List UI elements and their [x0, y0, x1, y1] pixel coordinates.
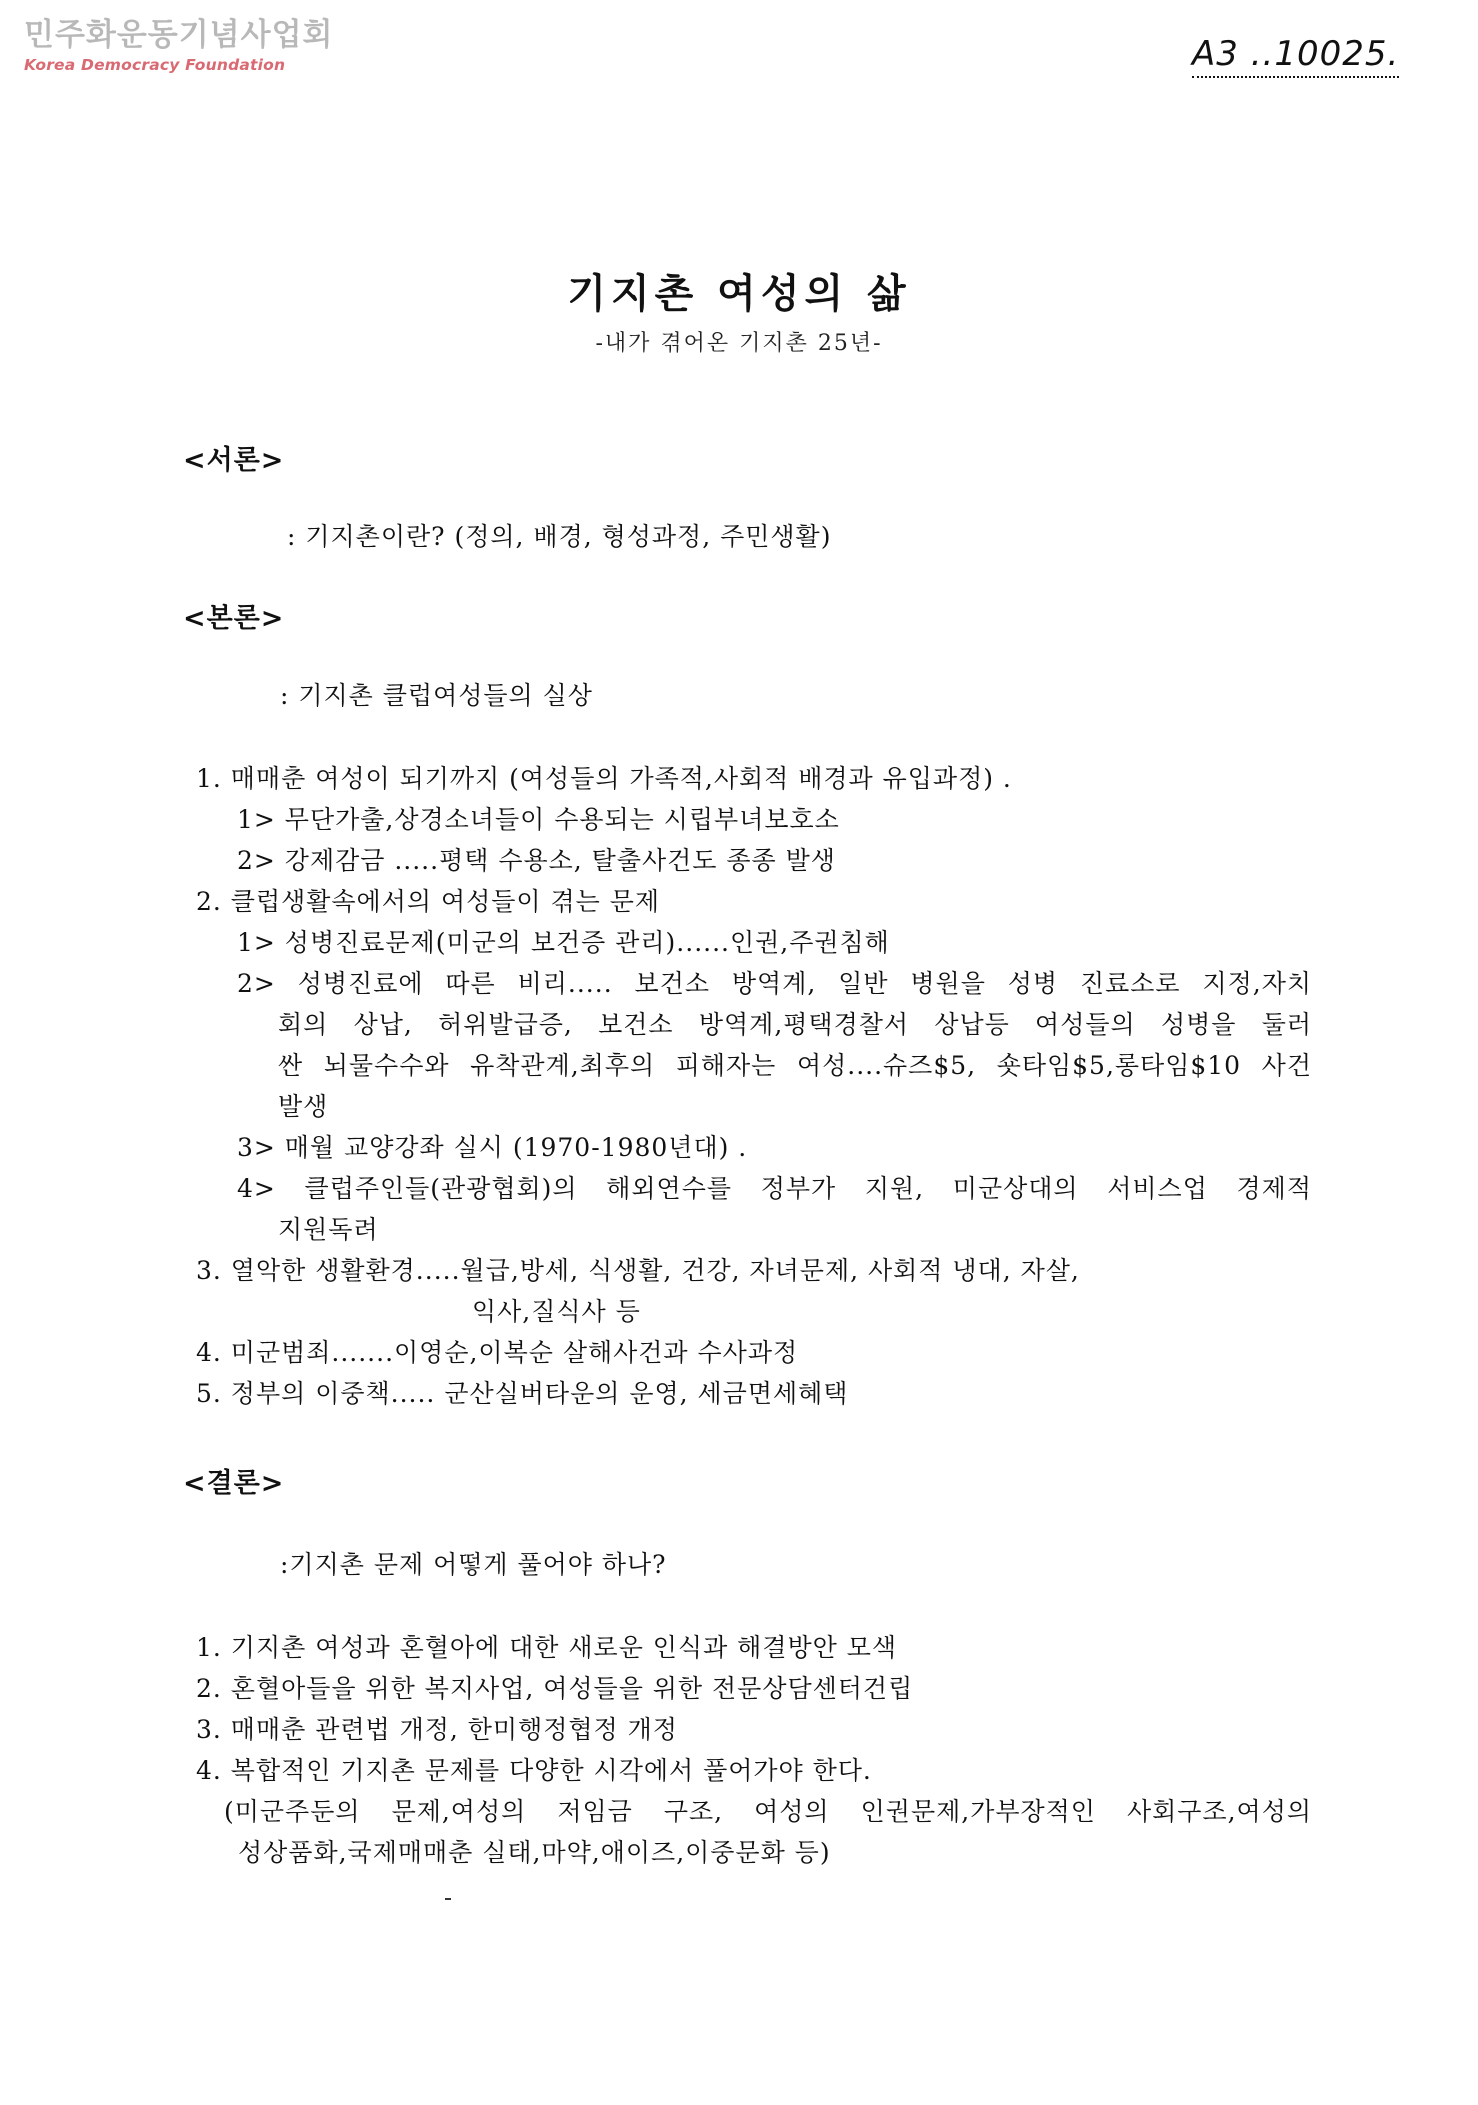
conclusion-line: 1. 기지촌 여성과 혼혈아에 대한 새로운 인식과 해결방안 모색 [196, 1633, 898, 1662]
body-line: 4. 미군범죄.......이영순,이복순 살해사건과 수사과정 [196, 1338, 799, 1367]
foundation-logo [24, 17, 334, 74]
conclusion-line: (미군주둔의 문제,여성의 저임금 구조, 여성의 인권문제,가부장적인 사회구조,여성의 [224, 1797, 1312, 1826]
body-line: 1. 매매춘 여성이 되기까지 (여성들의 가족적,사회적 배경과 유입과정) . [196, 764, 1012, 793]
conclusion-line: 성상품화,국제매매춘 실태,마약,애이즈,이중문화 등) [238, 1838, 831, 1867]
intro-question: : 기지촌이란? (정의, 배경, 형성과정, 주민생활) [287, 522, 832, 551]
body-line: 2> 강제감금 .....평택 수용소, 탈출사건도 종종 발생 [237, 846, 836, 875]
body-line: 4> 클럽주인들(관광협회)의 해외연수를 정부가 지원, 미군상대의 서비스업 경제적 [237, 1174, 1312, 1203]
body-line: 지원독려 [278, 1215, 379, 1244]
body-line: 싼 뇌물수수와 유착관계,최후의 피해자는 여성....슈즈$5, 숏타임$5,롱타임$10 사건 [278, 1051, 1312, 1080]
conclusion-question: :기지촌 문제 어떻게 풀어야 하나? [280, 1550, 667, 1579]
logo-korean-text: 민주화운동기념사업회 [24, 17, 334, 53]
body-line: 2. 클럽생활속에서의 여성들이 겪는 문제 [196, 887, 661, 916]
body-line: 2> 성병진료에 따른 비리..... 보건소 방역계, 일반 병원을 성병 진료소로 지정,자치 [237, 969, 1312, 998]
conclusion-line: 4. 복합적인 기지촌 문제를 다양한 시각에서 풀어가야 한다. [196, 1756, 872, 1785]
body-line: 발생 [278, 1092, 329, 1121]
body-line: 1> 무단가출,상경소녀들이 수용되는 시립부녀보호소 [237, 805, 840, 834]
stray-mark [445, 1898, 451, 1900]
document-subtitle: -내가 겪어온 기지촌 25년- [595, 331, 883, 356]
conclusion-line: 2. 혼혈아들을 위한 복지사업, 여성들을 위한 전문상담센터건립 [196, 1674, 914, 1703]
body-line: 3. 열악한 생활환경.....월급,방세, 식생활, 건강, 자녀문제, 사회적 냉대, 자살, [196, 1256, 1080, 1285]
document-number: A3 ..10025. [1192, 34, 1399, 78]
body-line: 1> 성병진료문제(미군의 보건증 관리)......인권,주권침해 [237, 928, 890, 957]
body-line: 5. 정부의 이중책..... 군산실버타운의 운영, 세금면세혜택 [196, 1379, 849, 1408]
body-line: 3> 매월 교양강좌 실시 (1970-1980년대) . [237, 1133, 748, 1162]
body-question: : 기지촌 클럽여성들의 실상 [280, 681, 593, 710]
body-line: 익사,질식사 등 [472, 1297, 641, 1326]
conclusion-heading: <결론> [183, 1468, 285, 1499]
body-line: 회의 상납, 허위발급증, 보건소 방역계,평택경찰서 상납등 여성들의 성병을 둘러 [278, 1010, 1312, 1039]
intro-heading: <서론> [183, 445, 285, 476]
body-heading: <본론> [183, 603, 285, 634]
logo-english-text: Korea Democracy Foundation [24, 56, 286, 74]
document-title: 기지촌 여성의 삶 [567, 271, 911, 317]
conclusion-line: 3. 매매춘 관련법 개정, 한미행정협정 개정 [196, 1715, 678, 1744]
